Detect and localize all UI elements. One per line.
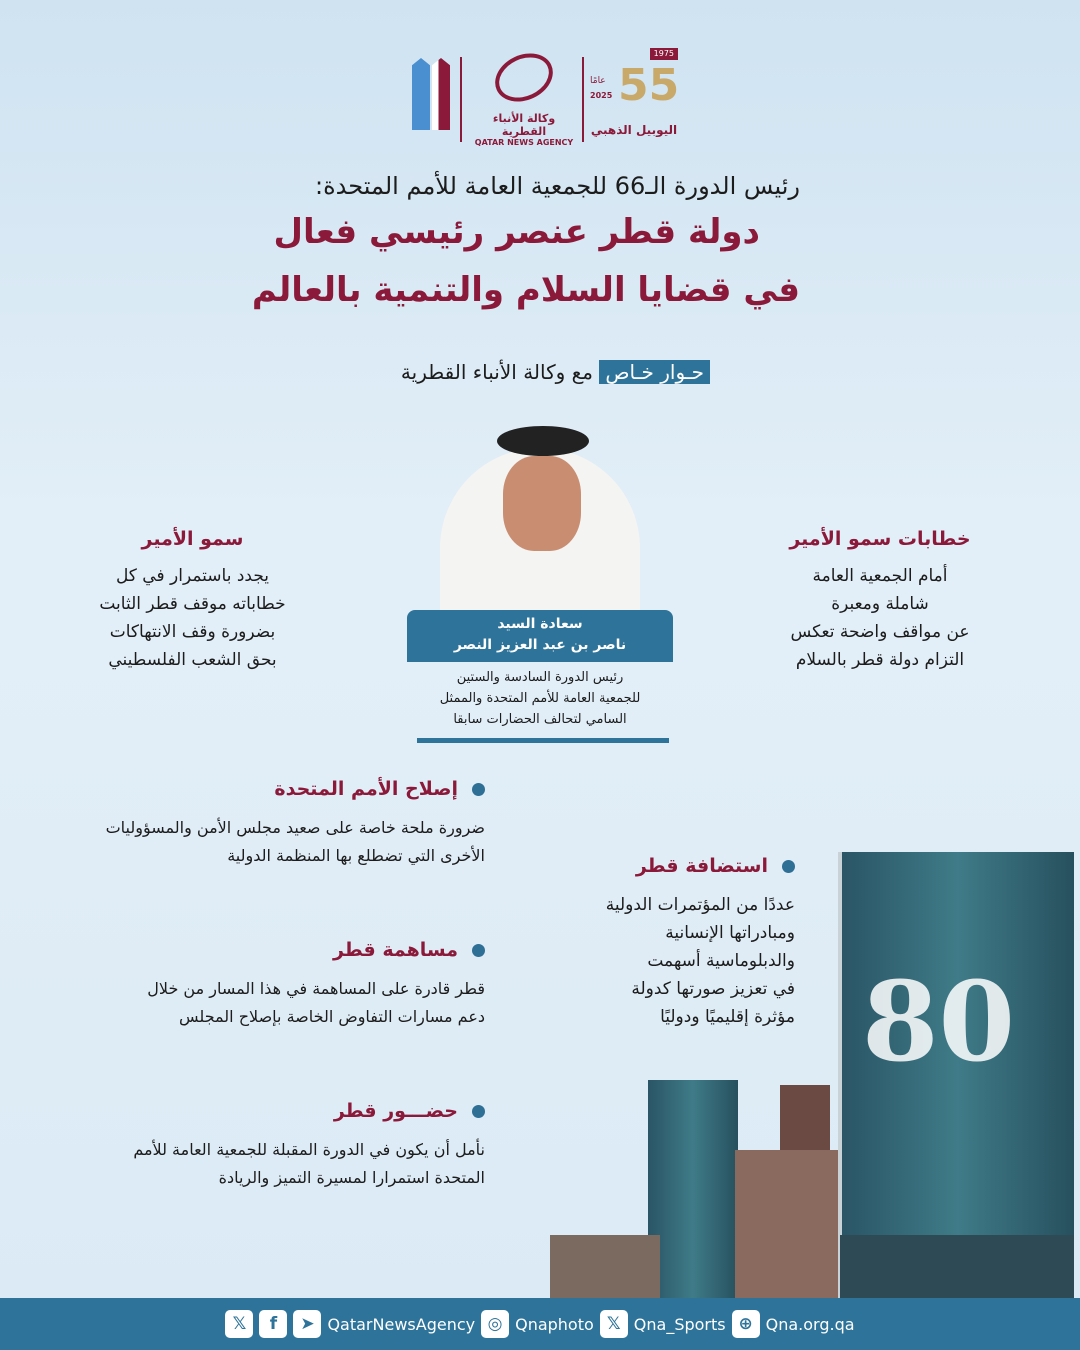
person-role	[400, 667, 680, 730]
bullet-icon	[472, 1105, 485, 1118]
text-line: بضرورة وقف الانتهاكات	[109, 622, 276, 642]
telegram-icon[interactable]: ➤	[293, 1310, 321, 1338]
role-line: للجمعية العامة للأمم المتحدة والممثل	[439, 691, 641, 706]
point-qatar-presence	[50, 1100, 485, 1192]
divider	[582, 57, 584, 142]
jubilee-caption: اليوبيل الذهبي	[590, 123, 678, 137]
qna-emblem-icon	[487, 44, 560, 110]
instagram-handle[interactable]: Qnaphoto	[515, 1314, 594, 1334]
amir-speeches-block	[770, 528, 990, 674]
globe-icon[interactable]: ⊕	[732, 1310, 760, 1338]
section-heading: خطابات سمو الأمير	[789, 528, 971, 550]
bullet-icon	[472, 783, 485, 796]
interview-rest: مع وكالة الأنباء القطرية	[400, 360, 594, 384]
point-qatar-hosting	[560, 855, 795, 1031]
person-honorific: سعادة السيد	[497, 616, 583, 632]
facebook-icon[interactable]: f	[259, 1310, 287, 1338]
text-line: شاملة ومعبرة	[831, 594, 929, 614]
text-line: قطر قادرة على المساهمة في هذا المسار من خلال	[147, 979, 485, 998]
text-line: مؤثرة إقليميًا ودوليًا	[660, 1007, 795, 1027]
text-line: ومبادراتها الإنسانية	[665, 923, 795, 943]
text-line: والدبلوماسية أسهمت	[647, 951, 795, 971]
website-link[interactable]: Qna.org.qa	[765, 1314, 855, 1334]
section-heading: سمو الأمير	[141, 528, 244, 550]
text-line: التزام دولة قطر بالسلام	[795, 650, 965, 670]
divider	[460, 57, 462, 142]
person-name-card	[407, 610, 673, 662]
text-line: عددًا من المؤتمرات الدولية	[605, 895, 795, 915]
role-line: رئيس الدورة السادسة والستين	[456, 670, 624, 685]
social-handle[interactable]: QatarNewsAgency	[327, 1314, 476, 1334]
jubilee-year-start: 1975	[650, 48, 678, 60]
un-secretariat-building	[838, 852, 1074, 1298]
amir-block	[75, 528, 310, 674]
text-line: يجدد باستمرار في كل	[115, 566, 270, 586]
person-name: ناصر بن عبد العزيز النصر	[453, 637, 627, 653]
text-line: أمام الجمعية العامة	[812, 566, 948, 586]
text-line: عن مواقف واضحة تعكس	[790, 622, 970, 642]
role-underline	[417, 738, 669, 743]
qna-logo	[470, 55, 578, 145]
text-line: بحق الشعب الفلسطيني	[108, 650, 277, 670]
sports-handle[interactable]: Qna_Sports	[633, 1314, 726, 1334]
footer-social-bar	[0, 1298, 1080, 1350]
text-line: الأخرى التي تضطلع بها المنظمة الدولية	[227, 846, 485, 865]
text-line: خطاباته موقف قطر الثابت	[99, 594, 286, 614]
point-qatar-contribution	[50, 939, 485, 1031]
jubilee-year-end: 2025	[590, 91, 613, 100]
title-line1: دولة قطر عنصر رئيسي فعال	[273, 212, 760, 252]
title-kicker: رئيس الدورة الـ66 للجمعية العامة للأمم المتحدة:	[315, 172, 800, 200]
text-line: دعم مسارات التفاوض الخاصة بإصلاح المجلس	[179, 1007, 485, 1026]
x-icon[interactable]: 𝕏	[600, 1310, 628, 1338]
point-heading: حضـــور قطر	[333, 1100, 458, 1122]
instagram-icon[interactable]: ◎	[481, 1310, 509, 1338]
point-heading: استضافة قطر	[635, 855, 768, 877]
text-line: في تعزيز صورتها كدولة	[631, 979, 795, 999]
agency-name-ar: وكالة الأنباء القطرية	[492, 112, 556, 138]
point-heading: مساهمة قطر	[332, 939, 458, 961]
jubilee-label: عامًا	[590, 76, 606, 86]
jubilee-logo	[588, 48, 680, 148]
x-icon[interactable]: 𝕏	[225, 1310, 253, 1338]
point-un-reform	[50, 778, 485, 870]
jubilee-number: 55	[618, 60, 680, 111]
role-line: السامي لتحالف الحضارات سابقا	[453, 712, 627, 727]
interview-highlight: حـوار خـاص	[599, 360, 710, 384]
text-line: ضرورة ملحة خاصة على صعيد مجلس الأمن والمسؤوليات	[105, 818, 485, 837]
title-line2: في قضايا السلام والتنمية بالعالم	[251, 270, 800, 310]
bullet-icon	[782, 860, 795, 873]
flags	[410, 58, 452, 138]
portrait-photo	[415, 418, 665, 610]
text-line: نأمل أن يكون في الدورة المقبلة للجمعية العامة للأمم	[133, 1140, 485, 1159]
interview-line	[300, 360, 710, 384]
point-heading: إصلاح الأمم المتحدة	[274, 778, 458, 800]
bullet-icon	[472, 944, 485, 957]
un80-logo: 80	[862, 957, 1016, 1086]
text-line: المتحدة استمرارا لمسيرة التميز والريادة	[218, 1168, 485, 1187]
agency-name-en: QATAR NEWS AGENCY	[474, 138, 574, 147]
